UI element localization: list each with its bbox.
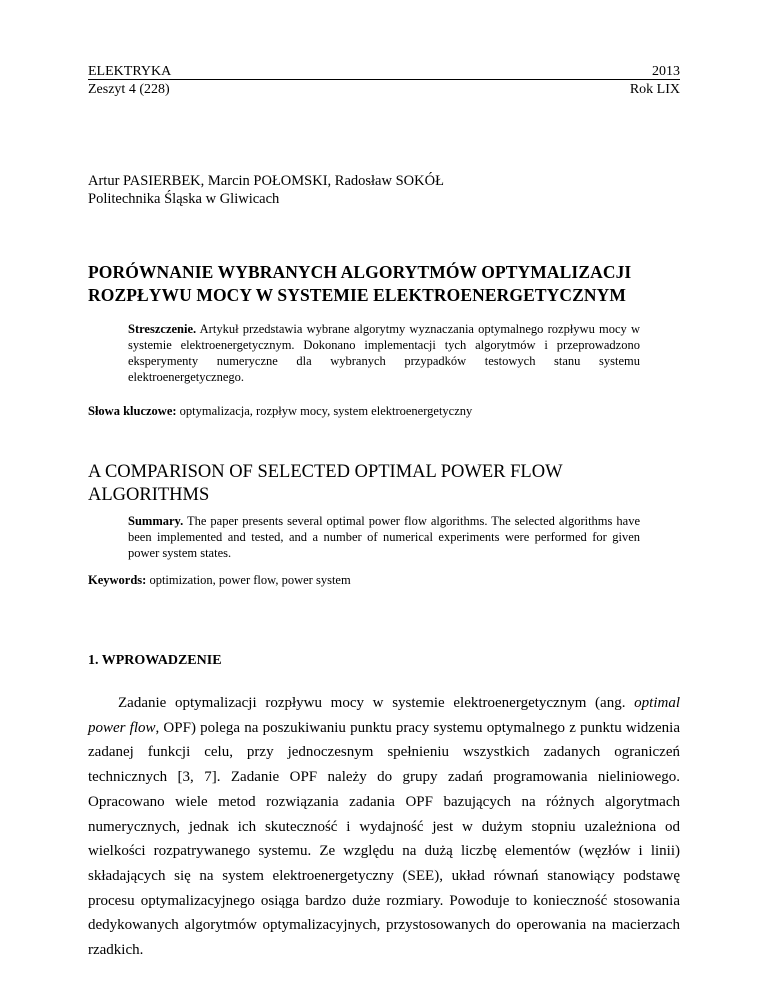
keywords-polish-text: optymalizacja, rozpływ mocy, system elektroenergetyczny xyxy=(179,404,473,418)
journal-year: 2013 xyxy=(652,64,680,79)
author-names: Artur PASIERBEK, Marcin POŁOMSKI, Radosław SOKÓŁ xyxy=(88,173,444,189)
keywords-english-label: Keywords: xyxy=(88,573,147,587)
keywords-polish-label: Słowa kluczowe: xyxy=(88,404,177,418)
abstract-english xyxy=(128,513,640,561)
journal-issue: Zeszyt 4 (228) xyxy=(88,82,170,97)
paragraph-italic-term: optimal power flow xyxy=(88,695,680,736)
keywords-polish xyxy=(88,403,472,419)
journal-name: ELEKTRYKA xyxy=(88,64,172,79)
header-rule xyxy=(88,79,680,80)
abstract-polish-text: Artykuł przedstawia wybrane algorytmy wyznaczania optymalnego rozpływu mocy w systemie elektroenergetycznym. Dokonano implementacji tych algorytmów i przeprowadzono eksperymenty numeryczne dla wybranych przypadków testowych stanu systemu elektroenergetycznego. xyxy=(128,322,641,384)
title-english-line1: A COMPARISON OF SELECTED OPTIMAL POWER FLOW xyxy=(88,462,563,482)
title-polish-line2: ROZPŁYWU MOCY W SYSTEMIE ELEKTROENERGETYCZNYM xyxy=(88,285,627,305)
title-english-line2: ALGORITHMS xyxy=(88,485,210,505)
abstract-polish xyxy=(128,321,640,385)
author-affiliation: Politechnika Śląska w Gliwicach xyxy=(88,191,280,207)
paragraph-rest: , OPF) polega na poszukiwaniu punktu pracy systemu optymalnego z punktu widzenia zadanej funkcji celu, przy jednoczesnym spełnieniu wszystkich zadanych ograniczeń technicznych [3, 7]. Zadanie OPF należy do grupy zadań programowania nieliniowego. Opracowano wiele metod rozwiązania zadania OPF bazujących na różnych algorytmach numerycznych, jednak ich skuteczność i wydajność jest w dużym stopniu uzależniona od wielkości rozpatrywanego systemu. Ze względu na dużą liczbę elementów (węzłów i linii) składających się na system elektroenergetyczny (SEE), układ równań stanowiący podstawę procesu optymalizacyjnego osiąga bardzo duże rozmiary. Powoduje to konieczność stosowania dedykowanych algorytmów optymalizacyjnych, przystosowanych do operowania na macierzach rzadkich. xyxy=(88,719,681,959)
abstract-english-text: The paper presents several optimal power flow algorithms. The selected algorithms have been implemented and tested, and a number of numerical experiments were performed for given power system states. xyxy=(128,514,640,560)
paragraph xyxy=(88,691,680,963)
journal-volume: Rok LIX xyxy=(629,82,680,97)
keywords-english xyxy=(88,572,351,588)
keywords-english-text: optimization, power flow, power system xyxy=(149,573,351,587)
title-polish xyxy=(88,261,688,307)
section-heading: 1. WPROWADZENIE xyxy=(88,653,222,668)
section-body xyxy=(88,691,680,963)
paragraph-start: Zadanie optymalizacji rozpływu mocy w systemie elektroenergetycznym (ang. xyxy=(118,695,635,711)
title-polish-line1: PORÓWNANIE WYBRANYCH ALGORYTMÓW OPTYMALIZACJI xyxy=(88,262,632,282)
abstract-english-label: Summary. xyxy=(128,514,184,528)
title-english xyxy=(88,461,688,507)
abstract-polish-label: Streszczenie. xyxy=(128,322,197,336)
